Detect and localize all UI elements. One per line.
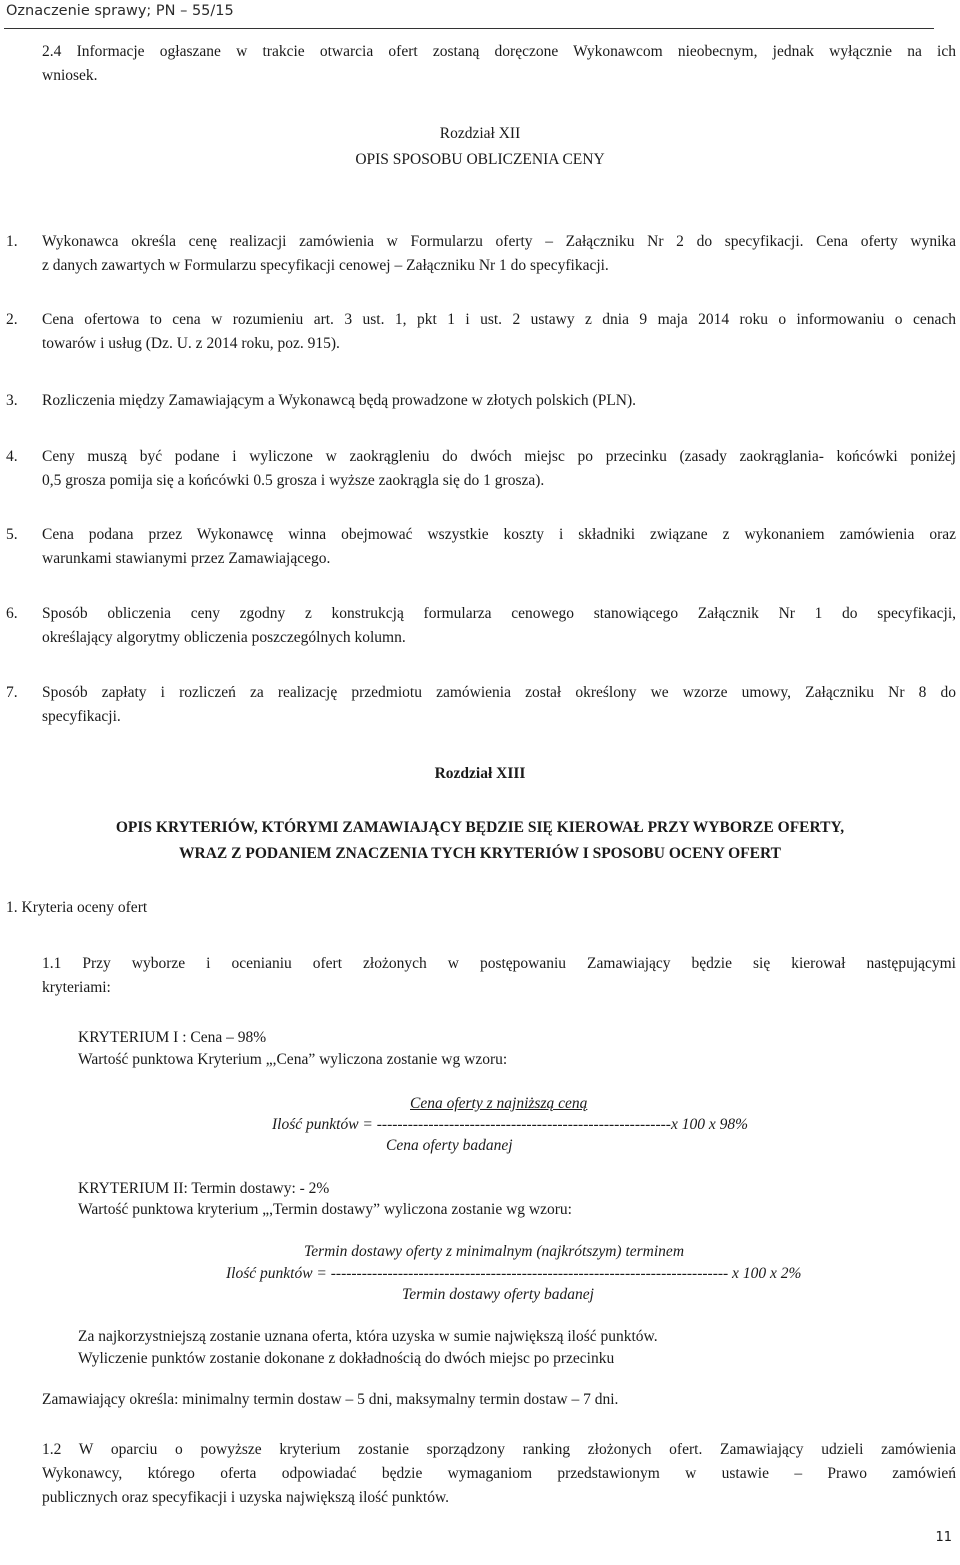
item-1-text (42, 230, 956, 278)
criteria-item-1-1-line2: kryteriami: (42, 979, 111, 996)
criterion-1-formula-denominator: Cena oferty badanej (386, 1137, 513, 1154)
item-6-number: 6. (6, 605, 18, 622)
criteria-item-1-2-line3: publicznych oraz specyfikacji i uzyska największą ilość punktów. (42, 1489, 450, 1506)
item-2-line1: Cena ofertowa to cena w rozumieniu art. 3 ust. 1, pkt 1 i ust. 2 ustawy z dnia 9 maja 2014 roku o informowaniu o cenach (42, 311, 956, 328)
item-2-number: 2. (6, 311, 18, 328)
note-best-offer: Za najkorzystniejszą zostanie uznana oferta, która uzyska w sumie największą ilość punktów. (78, 1328, 658, 1345)
item-5-number: 5. (6, 526, 18, 543)
item-4-line2: 0,5 grosza pomija się a końcówki 0.5 grosza i wyższe zaokrągla się do 1 grosza). (42, 472, 545, 489)
item-1-line1: Wykonawca określa cenę realizacji zamówienia w Formularzu oferty – Załączniku Nr 2 do specyfikacji. Cena oferty wynika (42, 233, 956, 250)
chapter-12-title: Rozdział XII (439, 125, 521, 142)
criterion-2-formula-numerator: Termin dostawy oferty z minimalnym (najkrótszym) terminem (304, 1243, 685, 1260)
item-1-number: 1. (6, 233, 18, 250)
criteria-item-1-2-line2: Wykonawcy, którego oferta odpowiadać będzie wymaganiom przedstawionym w ustawie – Prawo zamówień (42, 1465, 956, 1482)
criteria-item-1-2-line1: 1.2 W oparciu o powyższe kryterium zostanie sporządzony ranking złożonych ofert. Zamawiający udzieli zamówienia (42, 1441, 956, 1458)
item-6-line1: Sposób obliczenia ceny zgodny z konstrukcją formularza cenowego stanowiącego Załącznik Nr 1 do specyfikacji, (42, 605, 956, 622)
paragraph-2-4-line1: 2.4 Informacje ogłaszane w trakcie otwarcia ofert zostaną doręczone Wykonawcom nieobecnym, jednak wyłącznie na ich (42, 43, 956, 60)
criterion-1-formula-numerator: Cena oferty z najniższą ceną (410, 1095, 588, 1112)
item-4-line1: Ceny muszą być podane i wyliczone w zaokrągleniu do dwóch miejsc po przecinku (zasady zaokrąglania- końcówki poniżej (42, 448, 956, 465)
item-7-text (42, 681, 956, 729)
paragraph-2-4-line2: wniosek. (42, 67, 98, 84)
chapter-13-heading-line1: OPIS KRYTERIÓW, KTÓRYMI ZAMAWIAJĄCY BĘDZIE SIĘ KIEROWAŁ PRZY WYBORZE OFERTY, (115, 819, 845, 836)
item-7-number: 7. (6, 684, 18, 701)
criterion-2-formula-expression: = ----------------------------------------------------------------------------- x 100 x 2% (312, 1265, 802, 1282)
item-4-text (42, 445, 956, 493)
item-7-line2: specyfikacji. (42, 708, 121, 725)
delivery-term-note: Zamawiający określa: minimalny termin dostaw – 5 dni, maksymalny termin dostaw – 7 dni. (42, 1391, 619, 1408)
note-rounding: Wyliczenie punktów zostanie dokonane z dokładnością do dwóch miejsc po przecinku (78, 1350, 615, 1367)
criterion-1-description: Wartość punktowa Kryterium „,Cena” wyliczona zostanie wg wzoru: (78, 1051, 508, 1068)
item-5-line2: warunkami stawianymi przez Zamawiającego. (42, 550, 331, 567)
item-3-number: 3. (6, 392, 18, 409)
criterion-2-title: KRYTERIUM II: Termin dostawy: - 2% (78, 1180, 330, 1197)
case-reference: Oznaczenie sprawy; PN – 55/15 (6, 3, 234, 19)
item-6-line2: określający algorytmy obliczenia poszczególnych kolumn. (42, 629, 406, 646)
item-3-line1: Rozliczenia między Zamawiającym a Wykonawcą będą prowadzone w złotych polskich (PLN). (42, 392, 637, 409)
criteria-item-1-1-line1: 1.1 Przy wyborze i ocenianiu ofert złożonych w postępowaniu Zamawiający będzie się kierował następującymi (42, 955, 956, 972)
criterion-1-formula-expression: = ---------------------------------------------------------x 100 x 98% (358, 1116, 748, 1133)
item-4-number: 4. (6, 448, 18, 465)
criterion-1-formula-label: Ilość punktów (272, 1116, 359, 1133)
paragraph-2-4 (42, 40, 956, 88)
item-5-text (42, 523, 956, 571)
item-3-text (42, 389, 956, 413)
chapter-12-subtitle: OPIS SPOSOBU OBLICZENIA CENY (355, 151, 605, 168)
criteria-item-1: 1. Kryteria oceny ofert (6, 899, 148, 916)
item-7-line1: Sposób zapłaty i rozliczeń za realizację przedmiotu zamówienia został określony we wzorze umowy, Załączniku Nr 8 do (42, 684, 956, 701)
chapter-13-title: Rozdział XIII (434, 765, 526, 782)
criterion-1-title: KRYTERIUM I : Cena – 98% (78, 1029, 267, 1046)
criteria-item-1-1 (42, 952, 956, 1000)
item-6-text (42, 602, 956, 650)
page-header (4, 0, 934, 29)
criterion-2-description: Wartość punktowa kryterium „,Termin dostawy” wyliczona zostanie wg wzoru: (78, 1201, 572, 1218)
chapter-13-heading-line2: WRAZ Z PODANIEM ZNACZENIA TYCH KRYTERIÓW I SPOSOBU OCENY OFERT (179, 845, 781, 862)
page-number: 11 (935, 1530, 952, 1545)
criterion-2-formula-label: Ilość punktów (226, 1265, 313, 1282)
criteria-item-1-2 (42, 1438, 956, 1510)
item-2-line2: towarów i usług (Dz. U. z 2014 roku, poz. 915). (42, 335, 340, 352)
criterion-2-formula-denominator: Termin dostawy oferty badanej (402, 1286, 594, 1303)
item-2-text (42, 308, 956, 356)
item-5-line1: Cena podana przez Wykonawcę winna obejmować wszystkie koszty i składniki związane z wykonaniem zamówienia oraz (42, 526, 956, 543)
item-1-line2: z danych zawartych w Formularzu specyfikacji cenowej – Załączniku Nr 1 do specyfikacji. (42, 257, 609, 274)
